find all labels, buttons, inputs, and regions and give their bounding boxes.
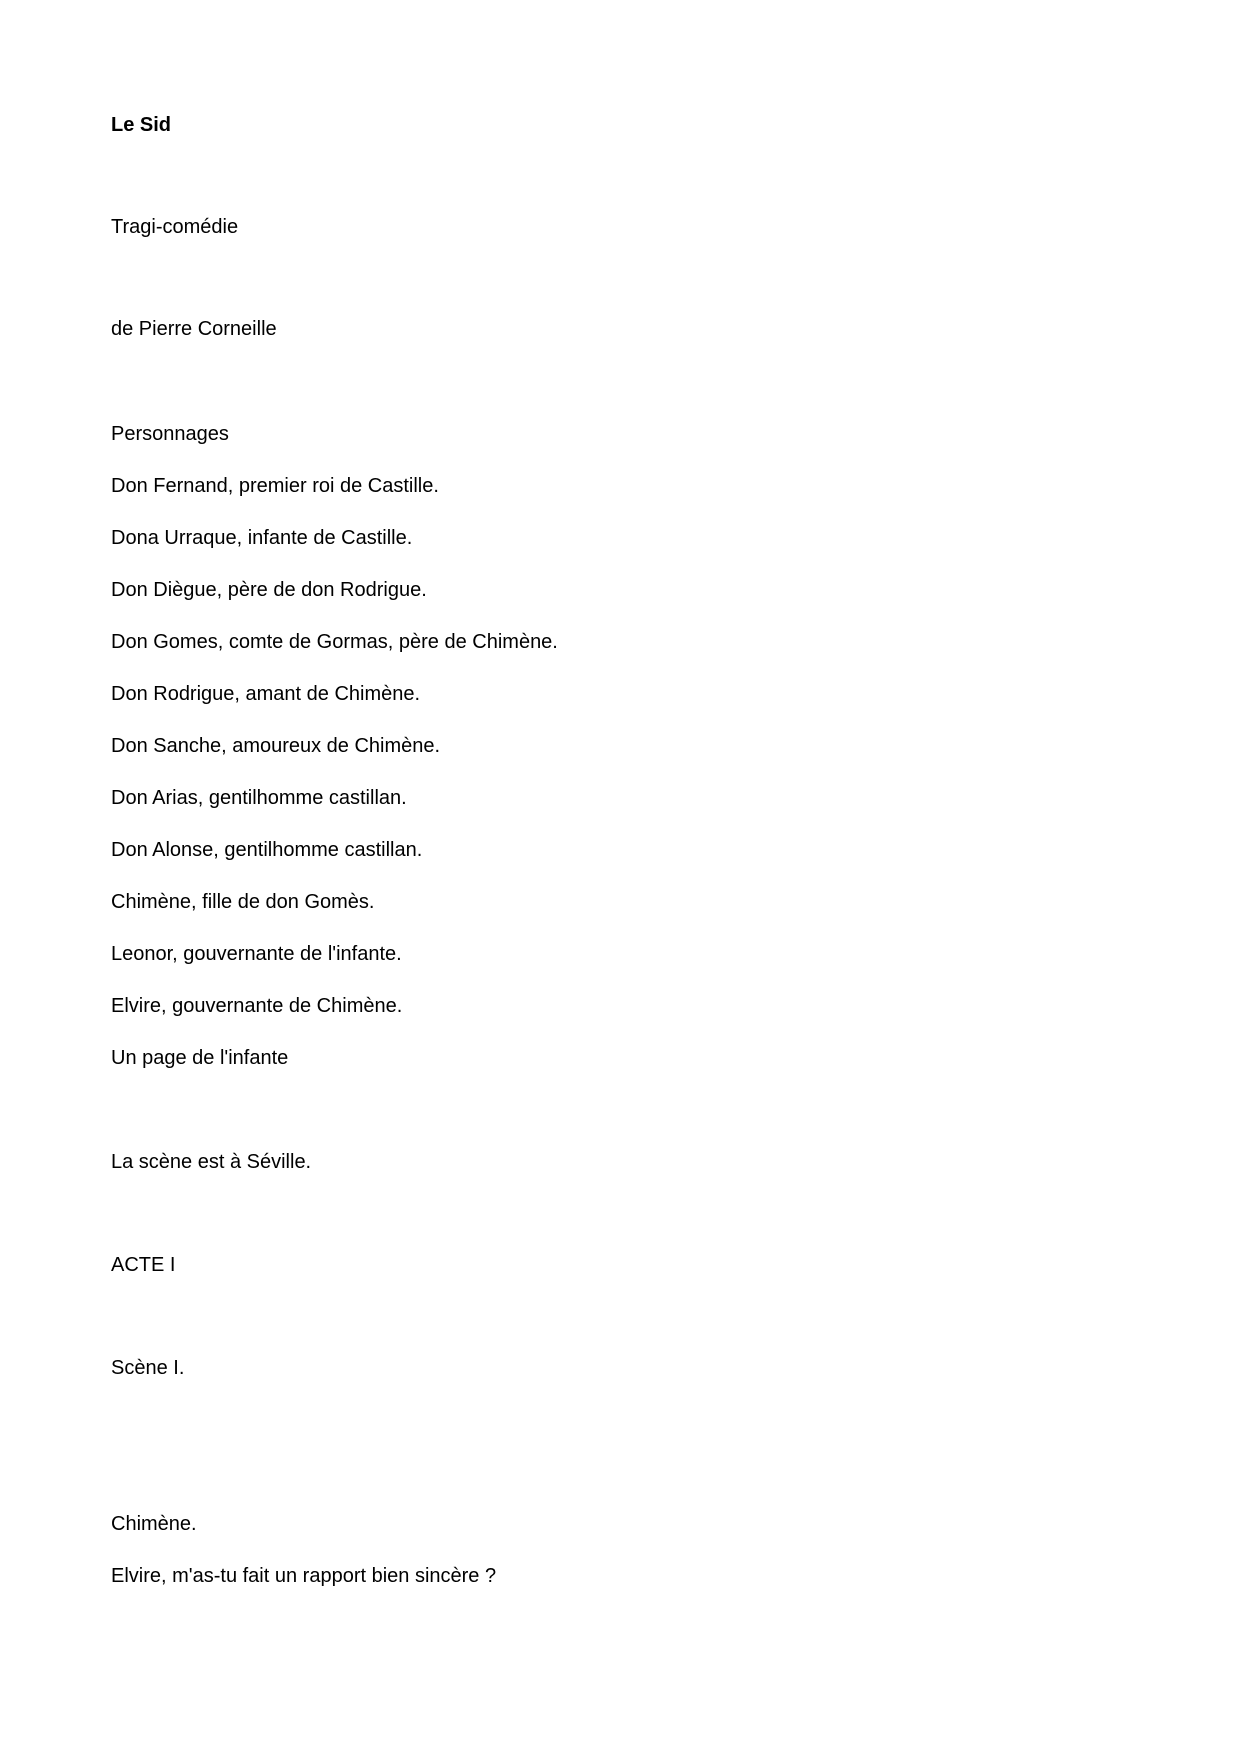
character-item: Chimène, fille de don Gomès. — [111, 891, 375, 913]
character-item: Don Sanche, amoureux de Chimène. — [111, 735, 441, 757]
character-item: Don Rodrigue, amant de Chimène. — [111, 683, 421, 705]
character-item: Don Fernand, premier roi de Castille. — [111, 475, 439, 497]
play-genre: Tragi-comédie — [111, 216, 239, 238]
character-item: Elvire, gouvernante de Chimène. — [111, 995, 403, 1017]
author-line: de Pierre Corneille — [111, 318, 277, 340]
speaker-name: Chimène. — [111, 1513, 197, 1535]
character-item: Don Arias, gentilhomme castillan. — [111, 787, 407, 809]
character-item: Leonor, gouvernante de l'infante. — [111, 943, 402, 965]
dialogue-line: Elvire, m'as-tu fait un rapport bien sincère ? — [111, 1565, 497, 1587]
play-title: Le Sid — [111, 114, 172, 136]
character-item: Don Diègue, père de don Rodrigue. — [111, 579, 427, 601]
character-item: Don Gomes, comte de Gormas, père de Chimène. — [111, 631, 558, 653]
character-item: Don Alonse, gentilhomme castillan. — [111, 839, 423, 861]
setting-line: La scène est à Séville. — [111, 1151, 312, 1173]
act-heading: ACTE I — [111, 1254, 176, 1276]
characters-heading: Personnages — [111, 423, 229, 445]
character-item: Dona Urraque, infante de Castille. — [111, 527, 413, 549]
scene-heading: Scène I. — [111, 1357, 185, 1379]
character-item: Un page de l'infante — [111, 1047, 289, 1069]
